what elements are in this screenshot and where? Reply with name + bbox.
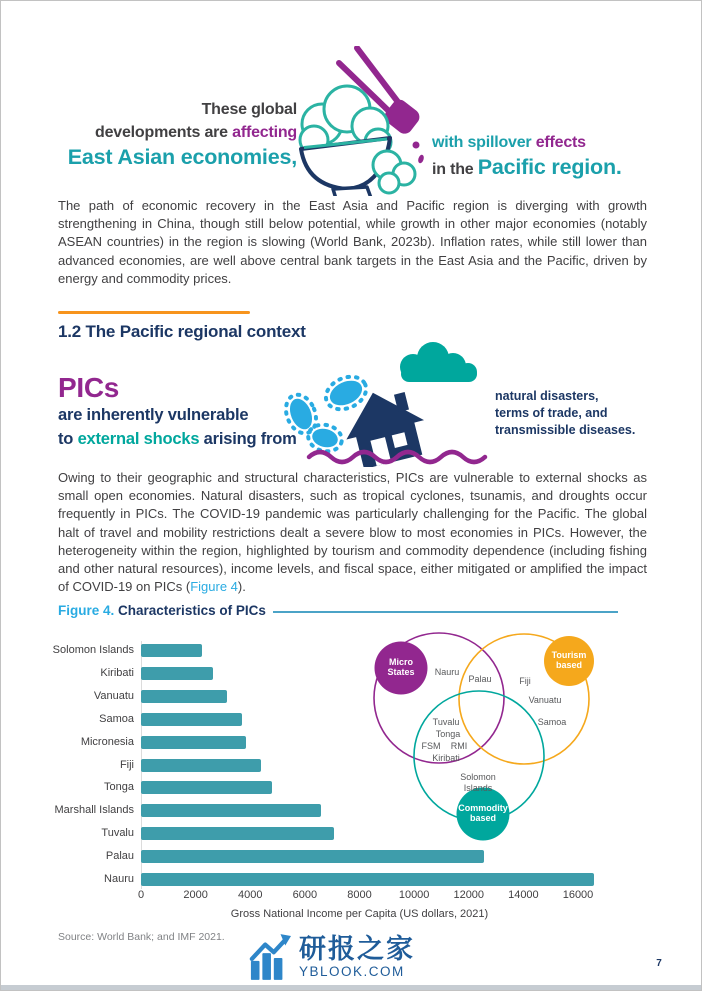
orange-rule [58,311,250,314]
venn-member-label: Kiribati [432,753,460,763]
chart-category-label: Tonga [104,781,134,794]
watermark [249,932,479,982]
hero-line3: East Asian economies, [67,145,297,169]
hero-right-line2-highlight: Pacific region. [477,155,622,179]
page-number: 7 [656,958,662,969]
chart-category-label: Nauru [104,873,134,885]
chart-bar-solomon-islands [141,644,202,657]
section-heading: 1.2 The Pacific regional context [58,322,306,341]
venn-member-label: Samoa [537,717,567,727]
chart-category-label: Tuvalu [101,827,134,840]
chart-bar-nauru [141,873,594,886]
hero-line2-highlight: affecting [232,124,297,141]
chart-category-label: Marshall Islands [54,804,134,817]
venn-set-label: States [387,667,415,677]
page-bottom-edge [1,985,701,990]
paragraph-2 [58,469,647,596]
paragraph-2-text: Owing to their geographic and structural characteristics, PICs are vulnerable to external shocks as small open economies. Natural disasters, such as tropical cyclones, tsunamis, and droughts occur frequently in PICs. The COVID-19 pandemic was particularly challenging for the Pacific. The global halt of travel and mobility restrictions dealt a severe blow to most economies in PICs. However, the heterogeneity within the region, highlighted by tourism and commodity dependence (including fishing and other natural resources), income levels, and fiscal space, either mitigated or amplified the impact of COVID-19 on PICs ( [58,470,647,595]
water-wave-icon [306,445,491,465]
callout-line3-suffix: arising from [199,430,297,448]
chart-category-label: Solomon Islands [52,644,134,656]
chart-x-axis-label: Gross National Income per Capita (US dollars, 2021) [230,908,489,920]
watermark-text [299,935,415,979]
chart-bar-samoa [141,713,242,726]
pics-venn-diagram [361,626,651,861]
chart-x-tick: 0 [137,889,145,901]
venn-member-label: Tuvalu [432,717,460,727]
callout-right-line3: transmissible diseases. [495,422,636,437]
chart-category-label: Palau [105,850,134,863]
chart-bar-kiribati [141,667,213,680]
figure-title [58,603,266,618]
venn-member-label: FSM [421,741,441,751]
venn-member-label: Solomon [460,772,496,782]
chart-x-tick: 16000 [562,889,594,901]
venn-set-label: based [555,660,583,670]
hero-right-line1-prefix: with spillover [432,134,536,151]
chart-bar-micronesia [141,736,246,749]
figure-rule [273,611,618,613]
chart-x-tick: 4000 [238,889,263,901]
venn-set-label: Micro [388,657,414,667]
venn-member-label: Vanuatu [528,695,562,705]
chart-category-label: Micronesia [80,735,134,748]
hero-right-line2-prefix: in the [432,161,478,178]
venn-set-label: Tourism [551,650,587,660]
callout-right-text [495,388,655,438]
hero-right-text [432,131,652,181]
cloud-icon [385,340,487,386]
chart-x-tick: 8000 [347,889,372,901]
hero-left-text [41,98,297,170]
paragraph-1: The path of economic recovery in the East Asia and Pacific region is diverging with growth strengthening in China, though still below potential, while growth in other major economies (notably ASEAN countries) in the region is slowing (World Bank, 2023b). Inflation rates, while still lower than advanced economies, are well above central bank targets in the East Asia and the Pacific, driven by energy and commodity prices. [58,198,647,286]
chart-bar-fiji [141,759,261,772]
hero-right-line1 [432,131,652,154]
chart-category-label: Samoa [99,712,134,725]
venn-member-label: Palau [468,674,492,684]
callout-line3-prefix: to [58,430,78,448]
callout-line3 [58,427,297,451]
chart-bar-tonga [141,781,272,794]
figure-label: Figure 4. [58,603,115,618]
hero-right-line1-highlight: effects [535,134,586,151]
venn-member-label: RMI [450,741,468,751]
callout-line2: are inherently vulnerable [58,406,249,424]
figure-name: Characteristics of PICs [118,603,266,618]
chart-x-tick: 12000 [453,889,485,901]
venn-set-label: Commodity [458,803,508,813]
chart-category-label: Fiji [119,758,134,771]
venn-set-label: based [469,813,497,823]
callout-right-line2: terms of trade, and [495,405,608,420]
callout-line3-highlight: external shocks [77,430,200,448]
hero-line1: These global [201,101,297,118]
rice-bowl-chopsticks-icon [277,46,447,196]
pics-callout [58,373,297,451]
chart-x-tick: 10000 [398,889,430,901]
paragraph-2-end: ). [237,579,246,595]
venn-member-label: Islands [463,783,493,793]
source-note: Source: World Bank; and IMF 2021. [58,931,225,943]
hero-line2-prefix: developments are [95,124,233,141]
callout-right-line1: natural disasters, [495,389,599,403]
chart-bar-marshall-islands [141,804,321,817]
figure-4-link[interactable]: Figure 4 [190,579,238,595]
venn-member-label: Tonga [435,729,461,739]
pics-word: PICs [58,372,120,403]
hero-line2 [41,121,297,144]
venn-member-label: Fiji [519,676,531,686]
chart-x-tick: 6000 [292,889,318,901]
venn-member-label: Nauru [434,667,460,677]
chart-bar-vanuatu [141,690,227,703]
watermark-chart-logo-icon [249,932,291,982]
chart-x-tick: 2000 [183,889,208,901]
chart-x-tick: 14000 [508,889,539,901]
chart-category-label: Kiribati [100,666,134,679]
watermark-chinese: 研报之家 [299,934,415,964]
watermark-site: YBLOOK.COM [299,964,405,979]
chart-bar-tuvalu [141,827,334,840]
hero-right-line2 [432,154,652,181]
chart-category-label: Vanuatu [93,689,134,702]
